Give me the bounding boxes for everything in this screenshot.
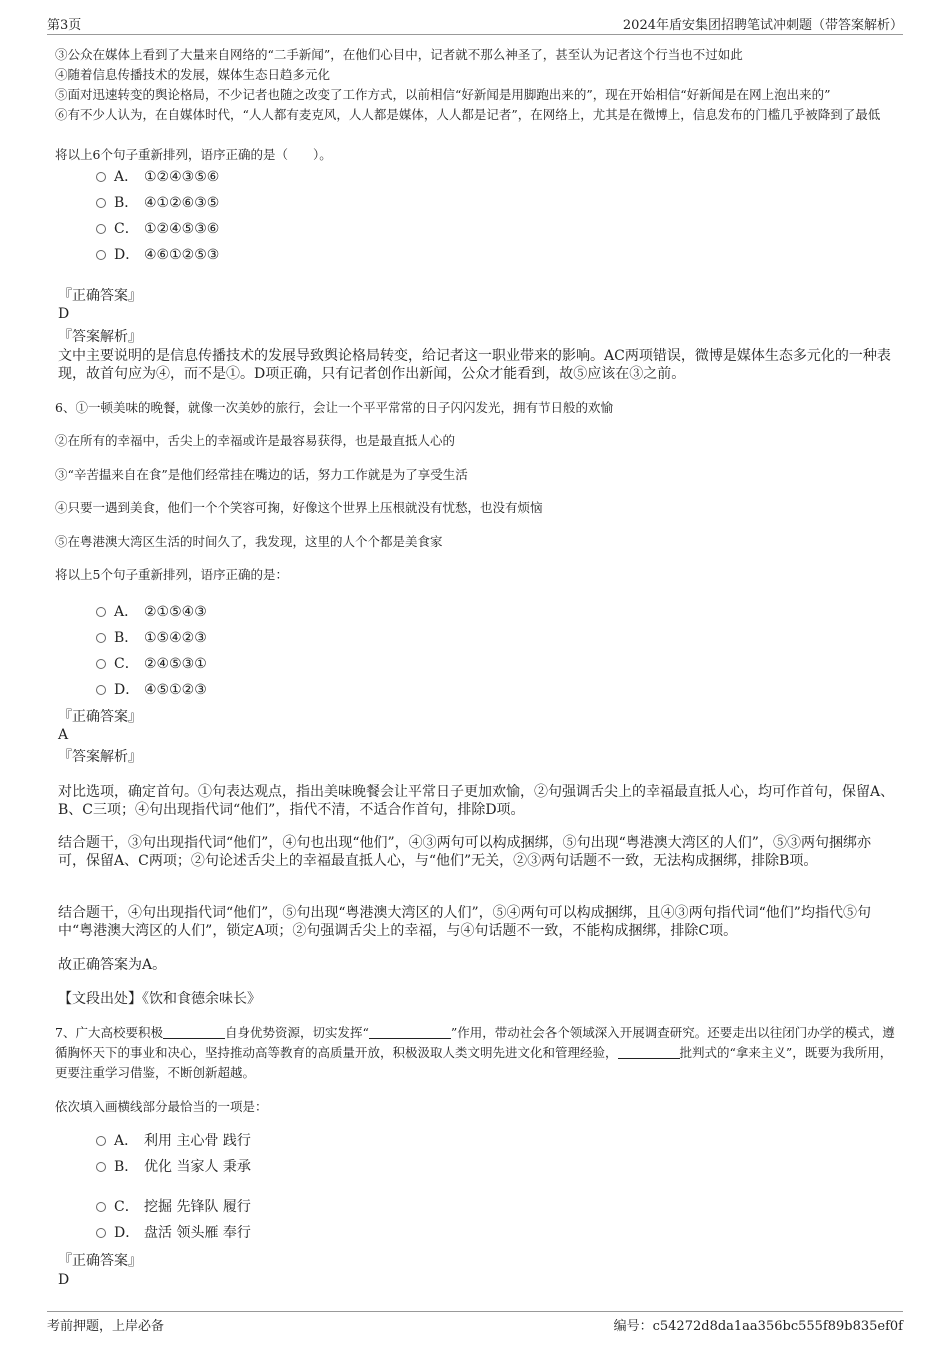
q6-option-c[interactable]: C． ②④⑤③① <box>96 654 207 674</box>
q5-answer-label: 『正确答案』 <box>58 288 142 304</box>
page-number: 第3页 <box>47 18 82 33</box>
page-header <box>47 14 903 35</box>
q5-sentence-4: ④随着信息传播技术的发展，媒体生态日趋多元化 <box>55 67 331 82</box>
q6-option-b[interactable]: B． ①⑤④②③ <box>96 628 207 648</box>
radio-icon[interactable] <box>96 607 106 617</box>
q6-source: 【文段出处】《饮和食德余味长》 <box>58 991 261 1007</box>
blank-2 <box>369 1026 451 1039</box>
q6-option-d[interactable]: D． ④⑤①②③ <box>96 680 207 700</box>
document-title: 2024年盾安集团招聘笔试冲刺题（带答案解析） <box>622 18 903 33</box>
q5-sentence-5: ⑤面对迅速转变的舆论格局，不少记者也随之改变了工作方式，以前相信“好新闻是用脚跑出来的”，现在开始相信“好新闻是在网上泡出来的” <box>55 87 831 102</box>
radio-icon[interactable] <box>96 198 106 208</box>
blank-3 <box>618 1046 680 1059</box>
q6-sentence-1: 6、①一顿美味的晚餐，就像一次美妙的旅行，会让一个平平常常的日子闪闪发光，拥有节日般的欢愉 <box>55 400 613 415</box>
q6-sentence-5: ⑤在粤港澳大湾区生活的时间久了，我发现，这里的人个个都是美食家 <box>55 534 443 549</box>
radio-icon[interactable] <box>96 685 106 695</box>
q7-prompt: 依次填入画横线部分最恰当的一项是： <box>55 1099 268 1114</box>
q6-option-a[interactable]: A． ②①⑤④③ <box>96 602 207 622</box>
q5-sentence-6: ⑥有不少人认为，在自媒体时代，“人人都有麦克风，人人都是媒体，人人都是记者”，在网络上，尤其是在微博上，信息发布的门槛几乎被降到了最低 <box>55 107 881 122</box>
q6-analysis-p3: 结合题干，④句出现指代词“他们”，⑤句出现“粤港澳大湾区的人们”，⑤④两句可以构成捆绑，且④③两句指代词“他们”均指代⑤句中“粤港澳大湾区的人们”，锁定A项；②句强调舌尖上的幸福，与④句话题不一致，不能构成捆绑，排除C项。 <box>58 905 871 939</box>
q6-prompt: 将以上5个句子重新排列，语序正确的是： <box>55 567 288 582</box>
q7-option-b[interactable]: B． 优化 当家人 秉承 <box>96 1157 251 1177</box>
q7-option-a[interactable]: A． 利用 主心骨 践行 <box>96 1131 251 1151</box>
document-code: 编号：c54272d8da1aa356bc555f89b835ef0f <box>613 1319 903 1334</box>
q7-option-c[interactable]: C． 挖掘 先锋队 履行 <box>96 1197 251 1217</box>
footer-slogan: 考前押题，上岸必备 <box>47 1319 165 1334</box>
q5-analysis: 文中主要说明的是信息传播技术的发展导致舆论格局转变，给记者这一职业带来的影响。AC两项错误，微博是媒体生态多元化的一种表现，故首句应为④，而不是①。D项正确，只有记者创作出新闻，公众才能看到，故⑤应该在③之前。 <box>58 348 891 382</box>
q5-prompt: 将以上6个句子重新排列，语序正确的是（ ）。 <box>55 147 332 162</box>
q6-sentence-4: ④只要一遇到美食，他们一个个笑容可掬，好像这个世界上压根就没有忧愁，也没有烦恼 <box>55 500 543 515</box>
q5-analysis-label: 『答案解析』 <box>58 329 142 345</box>
q6-analysis-label: 『答案解析』 <box>58 749 142 765</box>
q5-sentence-3: ③公众在媒体上看到了大量来自网络的“二手新闻”，在他们心目中，记者就不那么神圣了，甚至认为记者这个行当也不过如此 <box>55 47 743 62</box>
q6-answer: A <box>58 727 69 743</box>
q6-analysis-p4: 故正确答案为A。 <box>58 957 167 973</box>
q6-analysis-p1: 对比选项，确定首句。①句表达观点，指出美味晚餐会让平常日子更加欢愉，②句强调舌尖上的幸福最直抵人心，均可作首句，保留A、B、C三项；④句出现指代词“他们”，指代不清，不适合作首句，排除D项。 <box>58 784 895 818</box>
radio-icon[interactable] <box>96 172 106 182</box>
radio-icon[interactable] <box>96 250 106 260</box>
q5-option-c[interactable]: C． ①②④⑤③⑥ <box>96 219 219 239</box>
q7-answer: D <box>58 1272 70 1288</box>
q7-option-d[interactable]: D． 盘活 领头雁 奉行 <box>96 1223 251 1243</box>
q6-analysis-p2: 结合题干，③句出现指代词“他们”，④句也出现“他们”，④③两句可以构成捆绑，⑤句出现“粤港澳大湾区的人们”，⑤③两句捆绑亦可，保留A、C两项；②句论述舌尖上的幸福最直抵人心，与“他们”无关，②③两句话题不一致，无法构成捆绑，排除B项。 <box>58 835 871 869</box>
q5-option-d[interactable]: D． ④⑥①②⑤③ <box>96 245 219 265</box>
radio-icon[interactable] <box>96 1228 106 1238</box>
radio-icon[interactable] <box>96 1162 106 1172</box>
q5-option-a[interactable]: A． ①②④③⑤⑥ <box>96 167 219 187</box>
q7-stem: 7、广大高校要积极 自身优势资源，切实发挥“ ”作用，带动社会各个领域深入开展调查研究。还要走出以往闭门办学的模式，遵循胸怀天下的事业和决心，坚持推动高等教育的高质量开放，积极汲取人类文明先进文化和管理经验， 批判式的“拿来主义”，既要为我所用，更要注重学习借鉴，不断创新超越。 <box>55 1025 895 1080</box>
q7-answer-label: 『正确答案』 <box>58 1253 142 1269</box>
radio-icon[interactable] <box>96 1202 106 1212</box>
q5-answer: D <box>58 306 70 322</box>
radio-icon[interactable] <box>96 659 106 669</box>
radio-icon[interactable] <box>96 224 106 234</box>
radio-icon[interactable] <box>96 633 106 643</box>
q5-option-b[interactable]: B． ④①②⑥③⑤ <box>96 193 219 213</box>
blank-1 <box>163 1026 225 1039</box>
q6-sentence-3: ③“辛苦揾来自在食”是他们经常挂在嘴边的话，努力工作就是为了享受生活 <box>55 467 468 482</box>
q6-sentence-2: ②在所有的幸福中，舌尖上的幸福或许是最容易获得，也是最直抵人心的 <box>55 433 456 448</box>
page-footer <box>47 1311 903 1334</box>
q6-answer-label: 『正确答案』 <box>58 709 142 725</box>
radio-icon[interactable] <box>96 1136 106 1146</box>
